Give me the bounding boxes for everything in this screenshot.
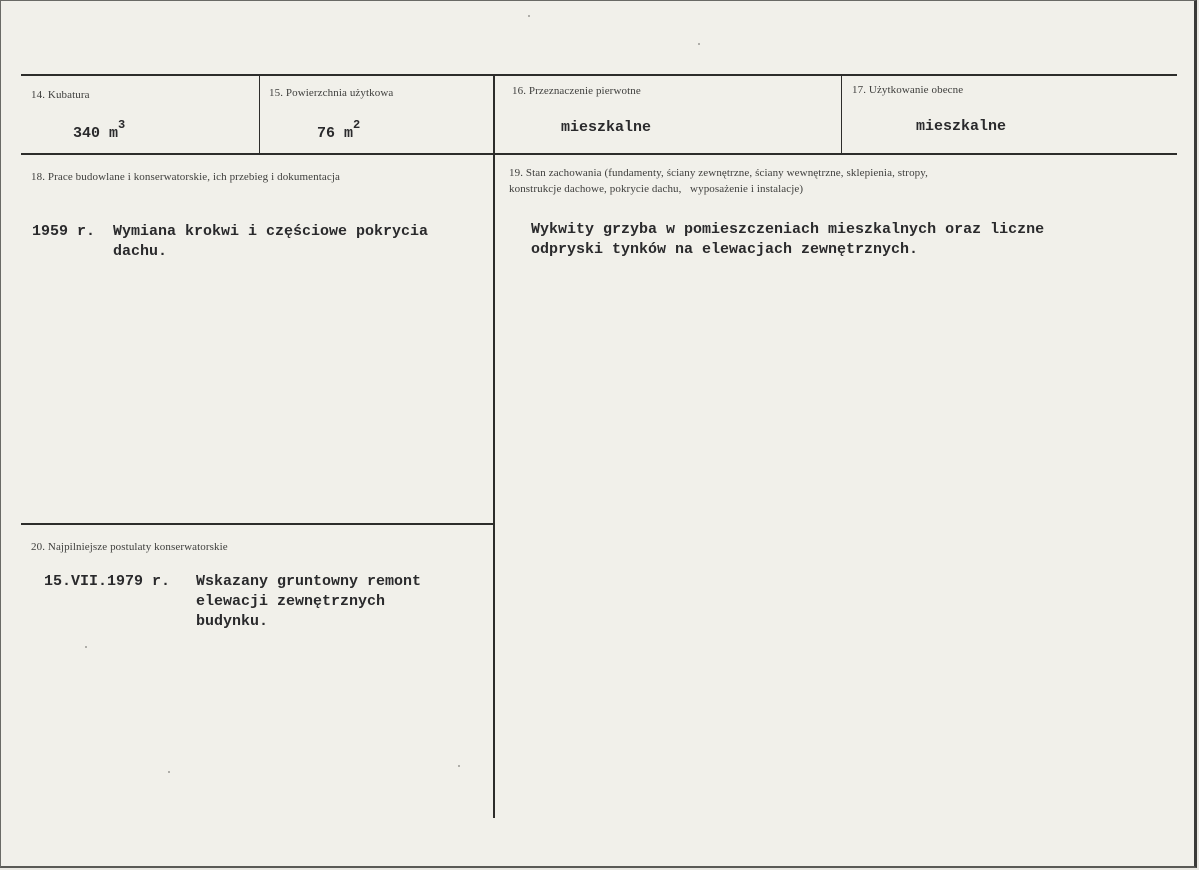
kubatura-value: 340 m (73, 125, 119, 142)
field-16-value: mieszkalne (561, 119, 652, 136)
field-18-year: 1959 r. (32, 223, 96, 240)
field-19-line1: Wykwity grzyba w pomieszczeniach mieszkalnych oraz liczne (531, 221, 1045, 238)
field-20-label: 20. Najpilniejsze postulaty konserwatorskie (31, 541, 228, 553)
divider-14-15 (259, 76, 260, 154)
field-15-value (317, 118, 360, 144)
field-19-label-line2: konstrukcje dachowe, pokrycie dachu, wyposażenie i instalacje) (509, 183, 804, 195)
field-19-line2: odpryski tynków na elewacjach zewnętrznych. (531, 241, 919, 258)
row1-bottom-rule (21, 153, 1177, 155)
paper-speck (458, 765, 460, 767)
field-19-label-line1: 19. Stan zachowania (fundamenty, ściany zewnętrzne, ściany wewnętrzne, sklepienia, stropy, (509, 167, 929, 179)
field-15-label: 15. Powierzchnia użytkowa (269, 87, 394, 99)
field-20-date: 15.VII.1979 r. (44, 573, 171, 590)
field-16-label: 16. Przeznaczenie pierwotne (512, 85, 641, 97)
field-18-line1: Wymiana krokwi i częściowe pokrycia (113, 223, 429, 240)
top-rule (21, 74, 1177, 76)
paper-speck (528, 15, 530, 17)
field-20-line1: Wskazany gruntowny remont (196, 573, 422, 590)
field-20-line3: budynku. (196, 613, 269, 630)
field-17-value: mieszkalne (916, 118, 1007, 135)
field-18-line2: dachu. (113, 243, 168, 260)
field-17-label: 17. Użytkowanie obecne (852, 84, 964, 96)
field-14-label: 14. Kubatura (31, 89, 90, 101)
kubatura-unit-exponent: 3 (118, 118, 126, 132)
divider-main (493, 76, 495, 818)
field-14-value (73, 118, 125, 144)
paper-speck (698, 43, 700, 45)
powierzchnia-value: 76 m (317, 125, 354, 142)
divider-16-17 (841, 76, 842, 154)
paper-speck (168, 771, 170, 773)
field-20-line2: elewacji zewnętrznych (196, 593, 386, 610)
powierzchnia-unit-exponent: 2 (353, 118, 361, 132)
section18-bottom-rule (21, 523, 493, 525)
paper-speck (85, 646, 87, 648)
field-18-label: 18. Prace budowlane i konserwatorskie, ich przebieg i dokumentacja (31, 171, 340, 183)
